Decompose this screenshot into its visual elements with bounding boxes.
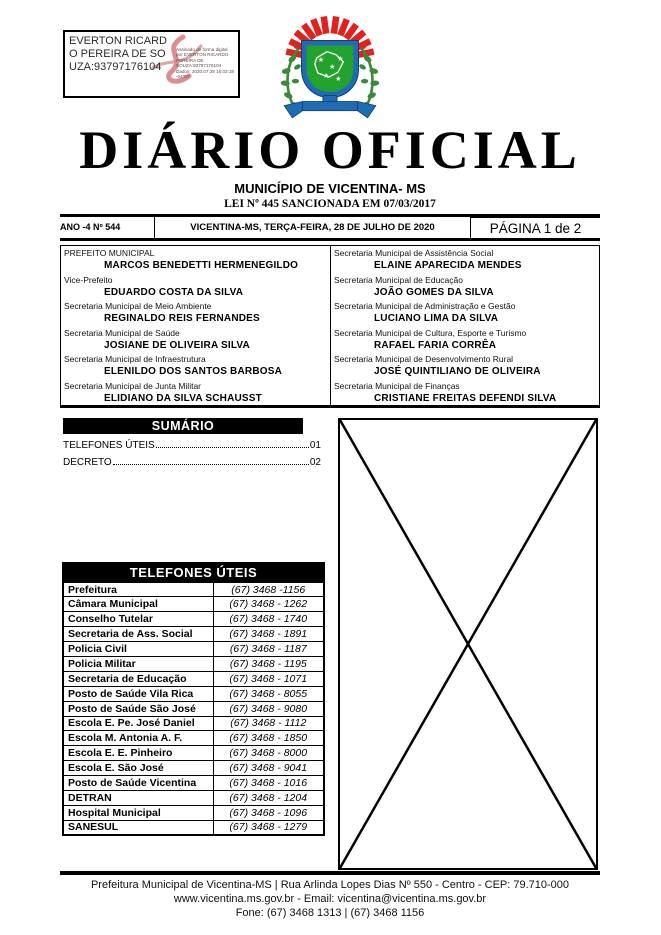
official-name: ELAINE APARECIDA MENDES <box>374 260 522 271</box>
phone-name-cell: Posto de Saúde Vicentina <box>63 776 213 791</box>
officials-column-right <box>330 246 599 405</box>
phone-name-cell: Escola M. Antonia A. F. <box>63 731 213 746</box>
image-placeholder-box <box>338 418 598 870</box>
phone-number-cell: (67) 3468 - 1740 <box>213 612 324 627</box>
official-role: Secretaria Municipal de Finanças <box>334 380 460 391</box>
dot-leader <box>113 464 309 465</box>
official-entry <box>334 328 597 355</box>
table-row <box>63 716 324 731</box>
official-name: JOÃO GOMES DA SILVA <box>374 286 494 298</box>
svg-text:★: ★ <box>317 54 325 64</box>
phone-number-cell: (67) 3468 - 1096 <box>213 805 324 820</box>
official-entry <box>64 354 328 381</box>
phone-name-cell: Prefeitura <box>63 582 213 597</box>
gazette-title: DIÁRIO OFICIAL <box>79 120 581 180</box>
phone-number-cell: (67) 3468 - 1279 <box>213 820 324 835</box>
phone-name-cell: Conselho Tutelar <box>63 612 213 627</box>
official-role: Secretaria Municipal de Junta Militar <box>64 380 202 391</box>
official-entry <box>64 248 328 275</box>
phone-name-cell: Secretaria de Ass. Social <box>63 627 213 642</box>
official-entry <box>64 275 328 302</box>
phone-number-cell: (67) 3468 - 8000 <box>213 746 324 761</box>
dot-leader <box>156 447 309 448</box>
official-entry <box>64 381 328 408</box>
footer-address: Prefeitura Municipal de Vicentina-MS | Rua Arlinda Lopes Dias Nº 550 - Centro - CEP: 79.710-000 <box>90 879 570 891</box>
phone-name-cell: Policia Civil <box>63 642 213 657</box>
date-line: VICENTINA-MS, TERÇA-FEIRA, 28 DE JULHO DE 2020 <box>190 222 435 233</box>
official-entry <box>64 328 328 355</box>
table-row <box>63 731 324 746</box>
edition-info-row <box>60 217 600 238</box>
phones-table <box>62 581 325 836</box>
edition-number: ANO -4 Nº 544 <box>60 217 155 238</box>
table-row <box>63 582 324 597</box>
official-name: ELIDIANO DA SILVA SCHAUSST <box>104 392 262 404</box>
phone-number-cell: (67) 3468 - 1262 <box>213 597 324 612</box>
official-role: Secretaria Municipal de Assistência Social <box>334 248 494 258</box>
official-name: RAFAEL FARIA CORRÊA <box>374 339 497 351</box>
official-entry <box>334 354 597 381</box>
phone-name-cell: SANESUL <box>63 820 213 835</box>
phone-name-cell: Policia Militar <box>63 656 213 671</box>
phone-number-cell: (67) 3468 - 8055 <box>213 686 324 701</box>
shield <box>302 40 359 97</box>
official-entry <box>334 275 597 302</box>
table-row <box>63 627 324 642</box>
officials-box <box>60 245 600 408</box>
table-row <box>63 597 324 612</box>
phone-name-cell: Hospital Municipal <box>63 805 213 820</box>
table-row <box>63 671 324 686</box>
table-row <box>63 612 324 627</box>
phone-number-cell: (67) 3468 -1156 <box>213 582 324 597</box>
phone-number-cell: (67) 3468 - 1850 <box>213 731 324 746</box>
phone-name-cell: Posto de Saúde São José <box>63 701 213 716</box>
useful-phones-section <box>62 562 325 836</box>
table-row <box>63 805 324 820</box>
phone-number-cell: (67) 3468 - 9041 <box>213 761 324 776</box>
table-row <box>63 642 324 657</box>
svg-text:★: ★ <box>337 53 344 63</box>
official-role: Vice-Prefeito <box>64 274 113 285</box>
useful-phones-title: TELEFONES ÚTEIS <box>62 562 325 581</box>
summary-item <box>63 434 321 451</box>
phone-number-cell: (67) 3468 - 1112 <box>213 716 324 731</box>
official-role: PREFEITO MUNICIPAL <box>64 248 155 258</box>
phone-number-cell: (67) 3468 - 1187 <box>213 642 324 657</box>
phone-name-cell: Câmara Municipal <box>63 597 213 612</box>
rule-bottom <box>60 238 600 241</box>
phone-name-cell: Secretaria de Educação <box>63 671 213 686</box>
official-name: MARCOS BENEDETTI HERMENEGILDO <box>104 260 299 271</box>
table-row <box>63 656 324 671</box>
official-role: Secretaria Municipal de Meio Ambiente <box>64 301 212 311</box>
official-role: Secretaria Municipal de Administração e Gestão <box>334 301 516 311</box>
table-row <box>63 701 324 716</box>
official-role: Secretaria Municipal de Infraestrutura <box>64 354 206 364</box>
phone-name-cell: Posto de Saúde Vila Rica <box>63 686 213 701</box>
footer <box>40 878 620 920</box>
official-name: JOSÉ QUINTILIANO DE OLIVEIRA <box>374 366 541 377</box>
table-row <box>63 746 324 761</box>
svg-text:★: ★ <box>328 61 336 71</box>
municipal-coat-of-arms <box>272 16 388 126</box>
summary-item-page: 02 <box>309 457 321 468</box>
officials-column-left <box>61 246 330 405</box>
phone-number-cell: (67) 3468 - 1016 <box>213 776 324 791</box>
svg-text:★: ★ <box>322 71 330 81</box>
summary-item-label: DECRETO <box>63 457 112 468</box>
placeholder-x-icon <box>340 420 596 868</box>
phone-name-cell: Escola E. São José <box>63 761 213 776</box>
phone-number-cell: (67) 3468 - 1195 <box>213 656 324 671</box>
signature-details: Assinado de forma digital por EVERTON RICARDO PEREIRA DE SOUZA:93797176104 Dados: 2020.07.28 16:03:18 -04'00' <box>176 47 234 80</box>
summary-item-label: TELEFONES ÚTEIS <box>63 440 155 451</box>
summary-item-page: 01 <box>309 440 321 451</box>
official-entry <box>334 301 597 328</box>
official-name: CRISTIANE FREITAS DEFENDI SILVA <box>374 392 557 404</box>
table-row <box>63 686 324 701</box>
official-name: EDUARDO COSTA DA SILVA <box>104 286 244 298</box>
law-line: LEI Nº 445 SANCIONADA EM 07/03/2017 <box>224 198 436 210</box>
official-role: Secretaria Municipal de Saúde <box>64 327 180 338</box>
footer-phone: Fone: (67) 3468 1313 | (67) 3468 1156 <box>235 907 425 919</box>
official-name: LUCIANO LIMA DA SILVA <box>374 313 499 324</box>
signer-name: EVERTON RICARDO PEREIRA DE SOUZA:93797176104 <box>69 35 168 73</box>
official-name: JOSIANE DE OLIVEIRA SILVA <box>104 339 250 351</box>
summary-item <box>63 451 321 468</box>
summary-section <box>63 418 321 468</box>
page-indicator: PÁGINA 1 de 2 <box>470 217 600 238</box>
summary-title: SUMÁRIO <box>63 418 303 434</box>
official-entry <box>334 381 597 408</box>
phone-number-cell: (67) 3468 - 1891 <box>213 627 324 642</box>
svg-text:★: ★ <box>335 74 342 84</box>
table-row <box>63 790 324 805</box>
official-role: Secretaria Municipal de Desenvolvimento Rural <box>334 354 514 364</box>
official-role: Secretaria Municipal de Educação <box>334 274 463 285</box>
phone-number-cell: (67) 3468 - 1071 <box>213 671 324 686</box>
official-name: REGINALDO REIS FERNANDES <box>104 313 260 324</box>
municipality-line: MUNICÍPIO DE VICENTINA- MS <box>234 181 426 196</box>
footer-rule <box>60 871 600 875</box>
official-role: Secretaria Municipal de Cultura, Esporte e Turismo <box>334 327 527 338</box>
phone-name-cell: Escola E. Pe. José Daniel <box>63 716 213 731</box>
table-row <box>63 761 324 776</box>
phone-name-cell: DETRAN <box>63 790 213 805</box>
table-row <box>63 820 324 835</box>
official-name: ELENILDO DOS SANTOS BARBOSA <box>104 366 283 377</box>
phone-number-cell: (67) 3468 - 9080 <box>213 701 324 716</box>
footer-web-email: www.vicentina.ms.gov.br - Email: vicentina@vicentina.ms.gov.br <box>173 893 487 905</box>
official-entry <box>64 301 328 328</box>
digital-signature-stamp <box>63 30 240 98</box>
phone-number-cell: (67) 3468 - 1204 <box>213 790 324 805</box>
table-row <box>63 776 324 791</box>
ribbon <box>284 95 376 117</box>
phone-name-cell: Escola E. E. Pinheiro <box>63 746 213 761</box>
official-entry <box>334 248 597 275</box>
